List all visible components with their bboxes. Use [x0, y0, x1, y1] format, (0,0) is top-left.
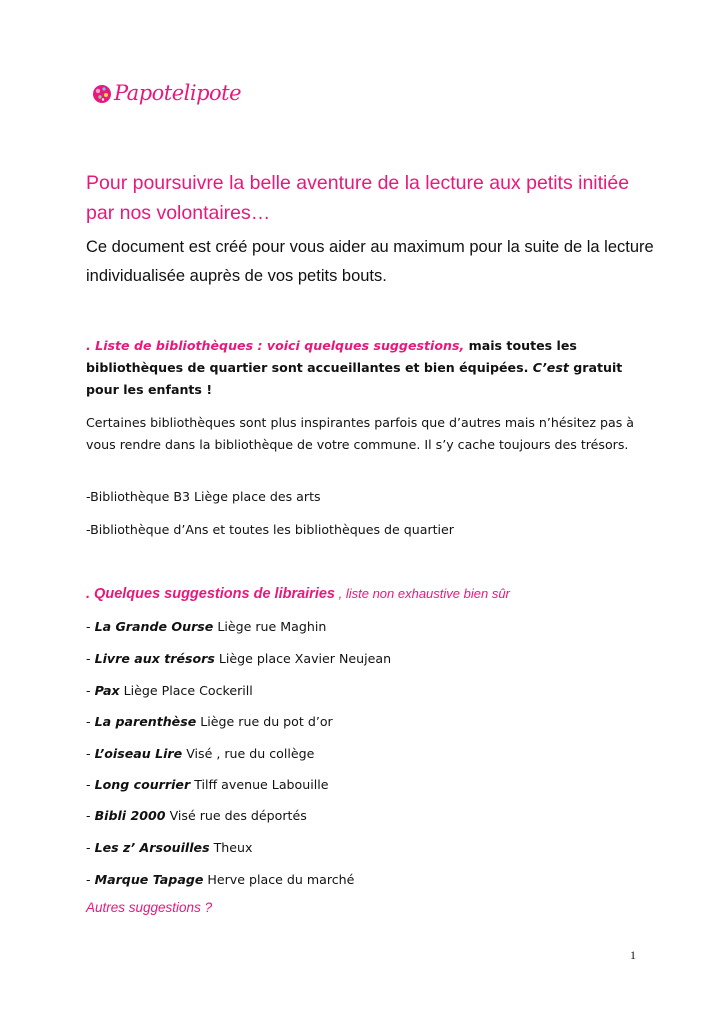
bookshop-prefix: - [86, 746, 95, 761]
logo-wordmark: Papotelipote [114, 81, 242, 105]
bookshop-name: La parenthèse [94, 714, 197, 729]
bookshop-location: Liège Place Cockerill [119, 683, 253, 698]
more-suggestions: Autres suggestions ? [86, 900, 213, 915]
libraries-heading-rest: mais toutes les bibliothèques de quartier sont accueillantes et bien équipées. [86, 338, 577, 375]
bookshop-prefix: - [86, 651, 95, 666]
bookshop-prefix: - [86, 840, 95, 855]
bookshop-item [86, 805, 646, 827]
headline: Pour poursuivre la belle aventure de la lecture aux petits initiée par nos volontaires… [86, 172, 630, 224]
libraries-heading-end: gratuit pour les enfants ! [86, 360, 623, 397]
libraries-heading-title: . Liste de bibliothèques : voici quelques suggestions, [86, 338, 465, 353]
bookshop-name: Bibli 2000 [94, 808, 166, 823]
bookshop-item [86, 774, 646, 796]
bookshop-name: Long courrier [94, 777, 191, 792]
bookshop-location: Liège rue du pot d’or [196, 714, 333, 729]
bookshop-location: Visé rue des déportés [165, 808, 307, 823]
bookshop-item [86, 616, 646, 638]
bookshop-prefix: - [86, 683, 95, 698]
bookshop-item [86, 680, 646, 702]
bookshop-item [86, 711, 646, 733]
bookshop-prefix: - [86, 872, 95, 887]
bookshop-location: Tilff avenue Labouille [190, 777, 329, 792]
bookshop-location: Herve place du marché [203, 872, 355, 887]
bookshop-name: Marque Tapage [94, 872, 204, 887]
bookshop-item [86, 837, 646, 859]
bookshop-location: Visé , rue du collège [182, 746, 315, 761]
logo-ball-icon [92, 84, 112, 104]
logo [92, 82, 241, 106]
bookshops-heading [86, 583, 646, 605]
bookshop-item [86, 743, 646, 765]
library-item: -Bibliothèque d’Ans et toutes les bibliothèques de quartier [86, 522, 454, 537]
bookshops-heading-tail: , liste non exhaustive bien sûr [335, 586, 510, 601]
bookshop-location: Theux [209, 840, 253, 855]
bookshop-location: Liège place Xavier Neujean [214, 651, 392, 666]
bookshop-location: Liège rue Maghin [213, 619, 327, 634]
bookshop-name: Livre aux trésors [94, 651, 215, 666]
libraries-paragraph: Certaines bibliothèques sont plus inspirantes parfois que d’autres mais n’hésitez pas à vous rendre dans la bibliothèque de votre commune. Il s’y cache toujours des trésors. [86, 415, 634, 452]
libraries-heading [86, 335, 646, 401]
bookshop-item [86, 648, 646, 670]
intro-text: Ce document est créé pour vous aider au maximum pour la suite de la lecture individualisée auprès de vos petits bouts. [86, 238, 654, 285]
bookshop-name: Les z’ Arsouilles [94, 840, 210, 855]
bookshop-prefix: - [86, 619, 95, 634]
bookshop-item [86, 869, 646, 891]
bookshop-prefix: - [86, 777, 95, 792]
library-item: -Bibliothèque B3 Liège place des arts [86, 489, 321, 504]
libraries-heading-italic: C’est [532, 360, 569, 375]
page-number: 1 [630, 948, 636, 962]
bookshop-prefix: - [86, 808, 95, 823]
bookshop-name: L’oiseau Lire [94, 746, 183, 761]
bookshop-name: Pax [94, 683, 120, 698]
bookshop-prefix: - [86, 714, 95, 729]
bookshops-heading-title: . Quelques suggestions de librairies [86, 586, 335, 602]
bookshop-name: La Grande Ourse [94, 619, 214, 634]
